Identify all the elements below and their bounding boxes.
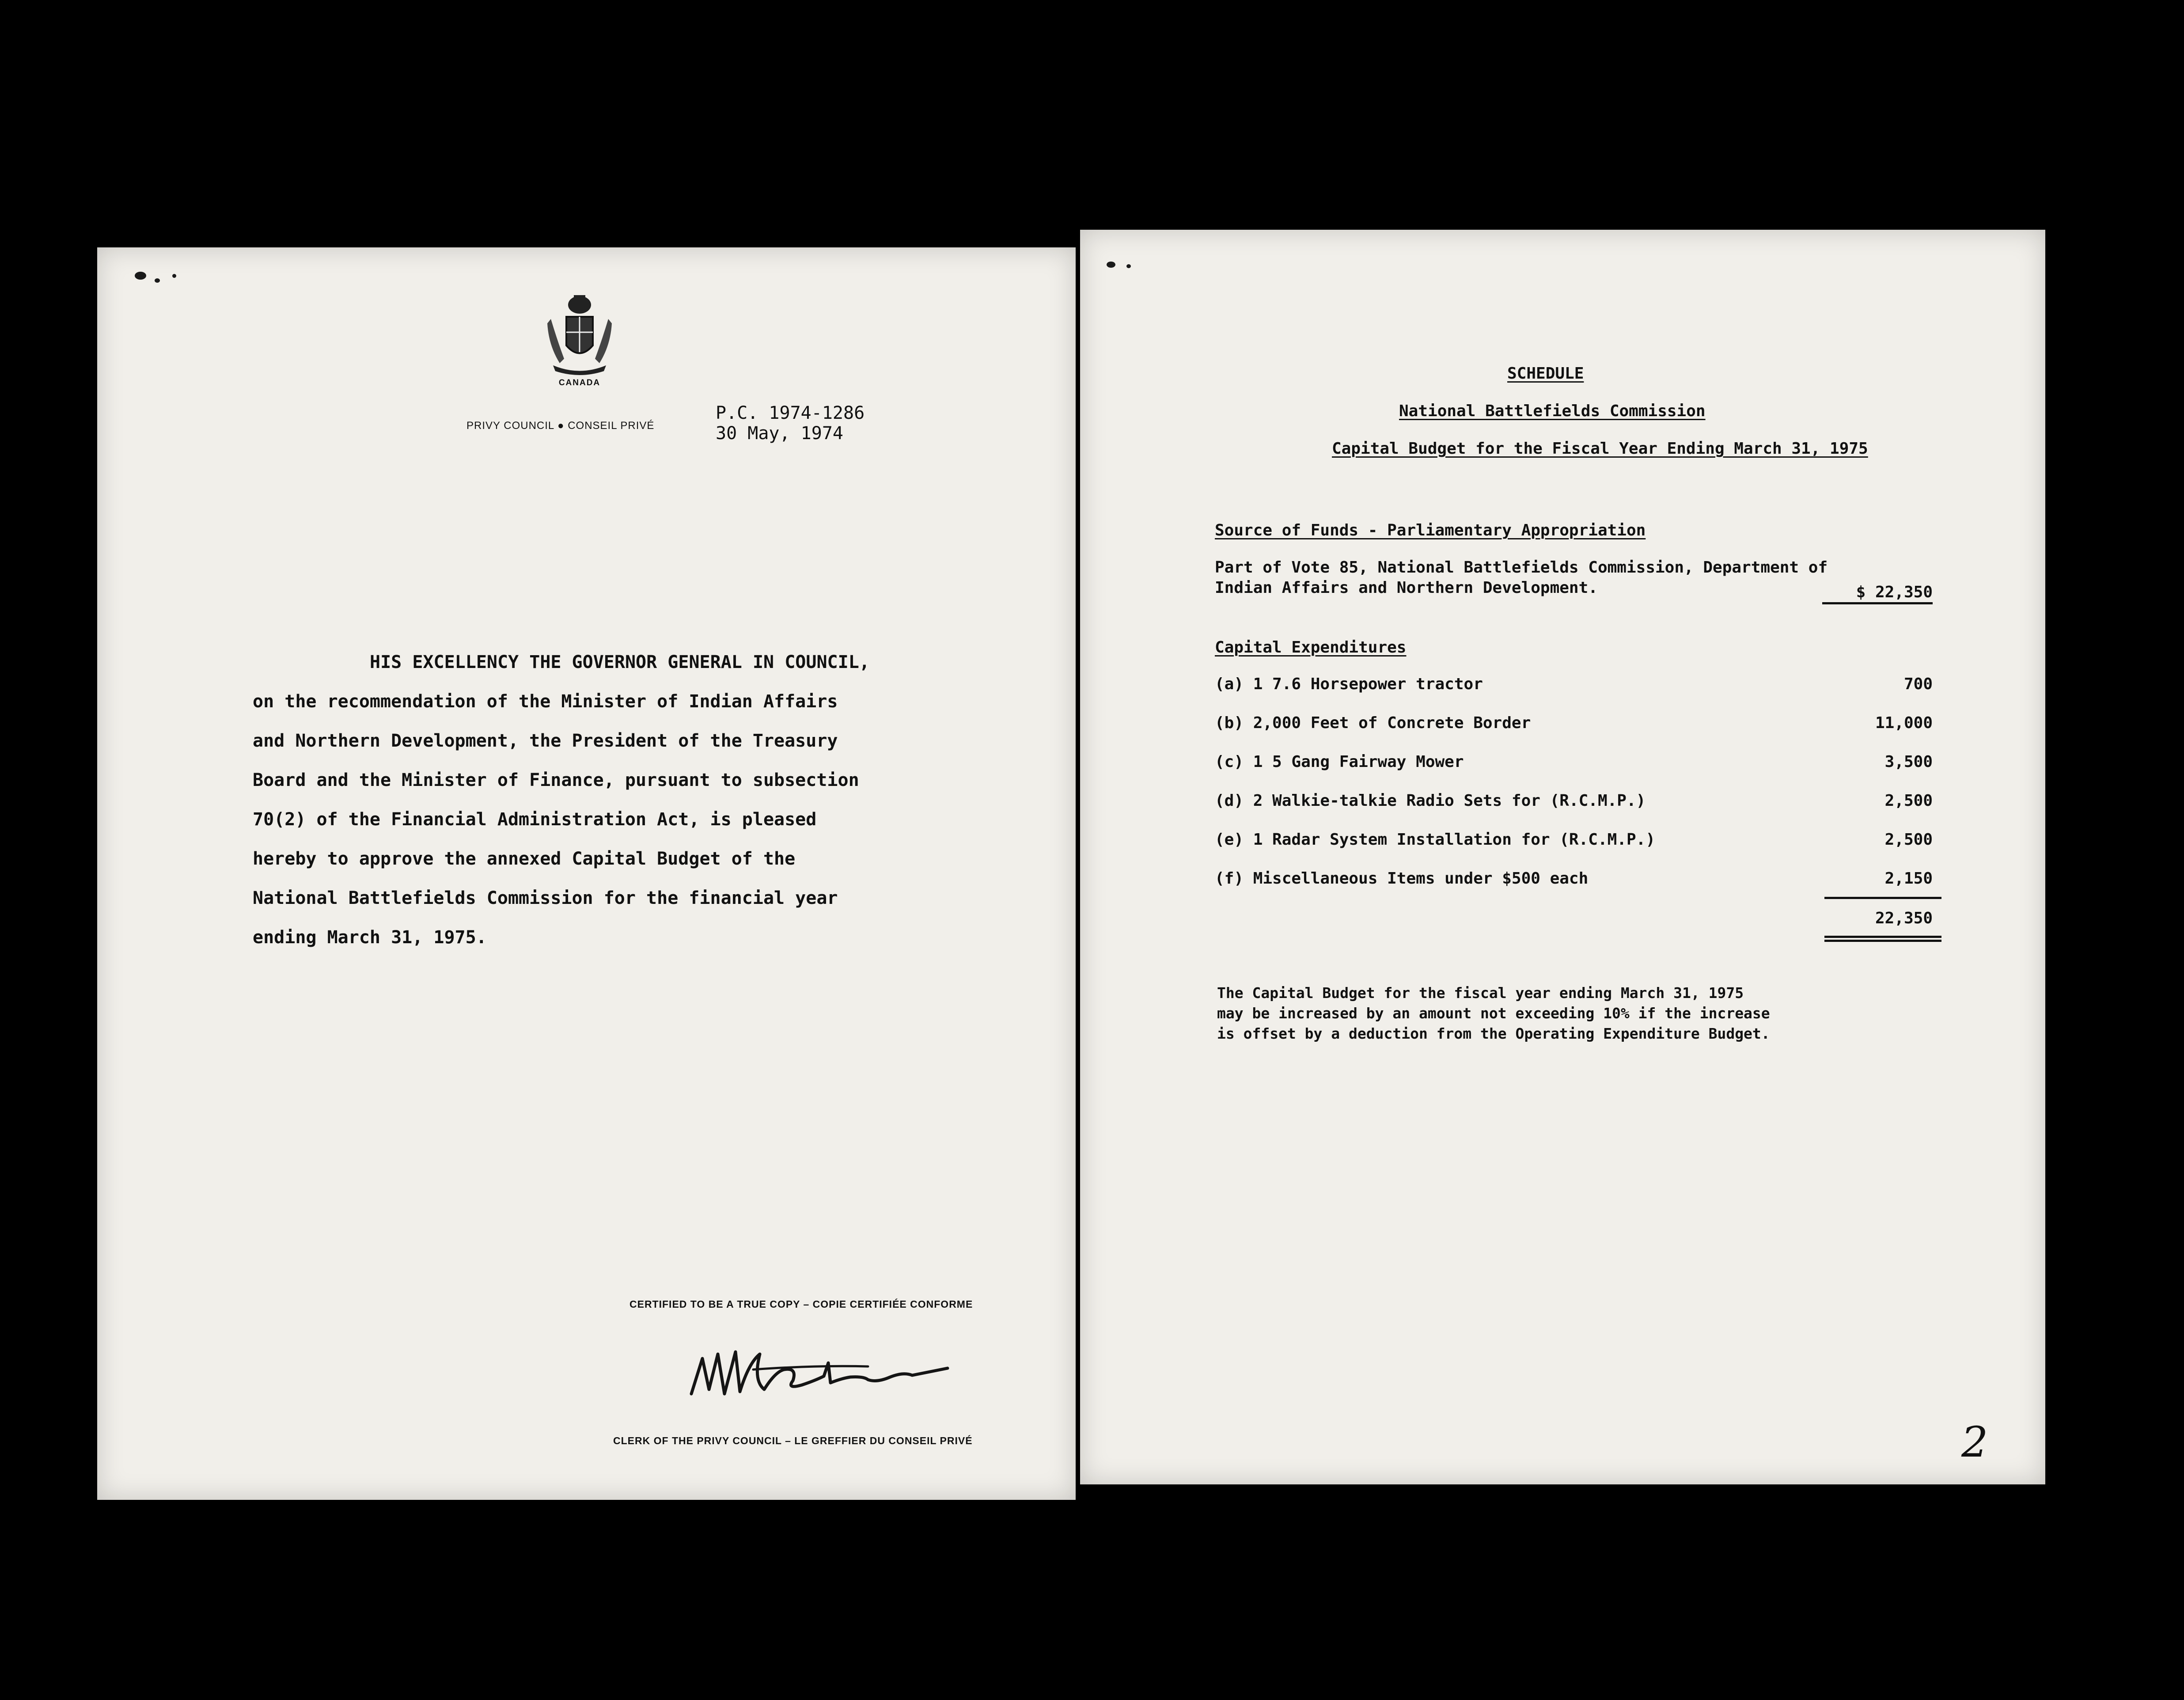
expenditure-label: (b) 2,000 Feet of Concrete Border [1215, 714, 1531, 732]
body-line: and Northern Development, the President of the Treasury [253, 731, 838, 751]
signature-icon [682, 1328, 956, 1416]
expenditures-heading: Capital Expenditures [1215, 638, 1407, 656]
clerk-signature [682, 1328, 956, 1418]
expenditure-amount: 3,500 [1884, 753, 1933, 771]
expenditure-row [1215, 714, 1933, 736]
expenditure-amount: 2,500 [1884, 792, 1933, 810]
vote-amount: $ 22,350 [1822, 583, 1933, 604]
expenditure-row [1215, 869, 1933, 892]
vote-line: Part of Vote 85, National Battlefields Commission, Department of [1215, 558, 1828, 577]
total-double-rule [1824, 940, 1941, 942]
coat-of-arms [535, 292, 624, 388]
expenditure-label: (d) 2 Walkie-talkie Radio Sets for (R.C.M.P.) [1215, 792, 1646, 810]
expenditure-total: 22,350 [1875, 909, 1933, 927]
schedule-title: SCHEDULE [1507, 364, 1584, 383]
funds-heading: Source of Funds - Parliamentary Appropriation [1215, 521, 1646, 539]
body-line: on the recommendation of the Minister of Indian Affairs [253, 691, 838, 712]
vote-line: Indian Affairs and Northern Development. [1215, 579, 1598, 597]
certified-statement: CERTIFIED TO BE A TRUE COPY – COPIE CERTIFIÉE CONFORME [629, 1298, 973, 1310]
order-date: 30 May, 1974 [716, 423, 843, 444]
body-line: 70(2) of the Financial Administration Act, is pleased [253, 809, 817, 830]
note-line: The Capital Budget for the fiscal year ending March 31, 1975 [1217, 984, 1744, 1002]
expenditure-label: (f) Miscellaneous Items under $500 each [1215, 869, 1589, 888]
crest-label: CANADA [558, 378, 601, 387]
commission-title: National Battlefields Commission [1399, 402, 1706, 420]
expenditure-row [1215, 675, 1933, 697]
expenditure-label: (c) 1 5 Gang Fairway Mower [1215, 753, 1464, 771]
expenditure-row [1215, 792, 1933, 814]
coat-of-arms-icon [542, 292, 617, 376]
expenditure-row [1215, 753, 1933, 775]
expenditure-label: (a) 1 7.6 Horsepower tractor [1215, 675, 1483, 693]
order-in-council-page [97, 247, 1076, 1500]
note-line: may be increased by an amount not exceeding 10% if the increase [1217, 1005, 1770, 1022]
page-number: 2 [1961, 1418, 1988, 1467]
expenditure-amount: 2,500 [1884, 831, 1933, 849]
subtotal-rule [1824, 897, 1941, 899]
body-line: hereby to approve the annexed Capital Budget of the [253, 849, 796, 869]
clerk-title: CLERK OF THE PRIVY COUNCIL – LE GREFFIER DU CONSEIL PRIVÉ [613, 1435, 973, 1446]
expenditure-label: (e) 1 Radar System Installation for (R.C.M.P.) [1215, 831, 1655, 849]
expenditure-amount: 700 [1903, 675, 1933, 693]
schedule-page [1080, 230, 2045, 1484]
order-reference [716, 403, 864, 444]
expenditure-row [1215, 831, 1933, 853]
budget-note [1217, 983, 1770, 1044]
order-number: P.C. 1974-1286 [716, 403, 865, 423]
expenditure-amount: 11,000 [1875, 714, 1933, 732]
expenditure-amount: 2,150 [1884, 869, 1933, 888]
order-body [253, 643, 1048, 957]
budget-title: Capital Budget for the Fiscal Year Ending March 31, 1975 [1332, 440, 1868, 458]
privy-council-heading: PRIVY COUNCIL ● CONSEIL PRIVÉ [466, 420, 655, 432]
body-line: HIS EXCELLENCY THE GOVERNOR GENERAL IN COUNCIL, [370, 652, 870, 672]
body-line: ending March 31, 1975. [253, 927, 487, 948]
total-double-rule [1824, 936, 1941, 938]
body-line: Board and the Minister of Finance, pursuant to subsection [253, 770, 859, 790]
vote-description [1215, 558, 1828, 598]
note-line: is offset by a deduction from the Operating Expenditure Budget. [1217, 1025, 1770, 1042]
body-line: National Battlefields Commission for the financial year [253, 888, 838, 908]
